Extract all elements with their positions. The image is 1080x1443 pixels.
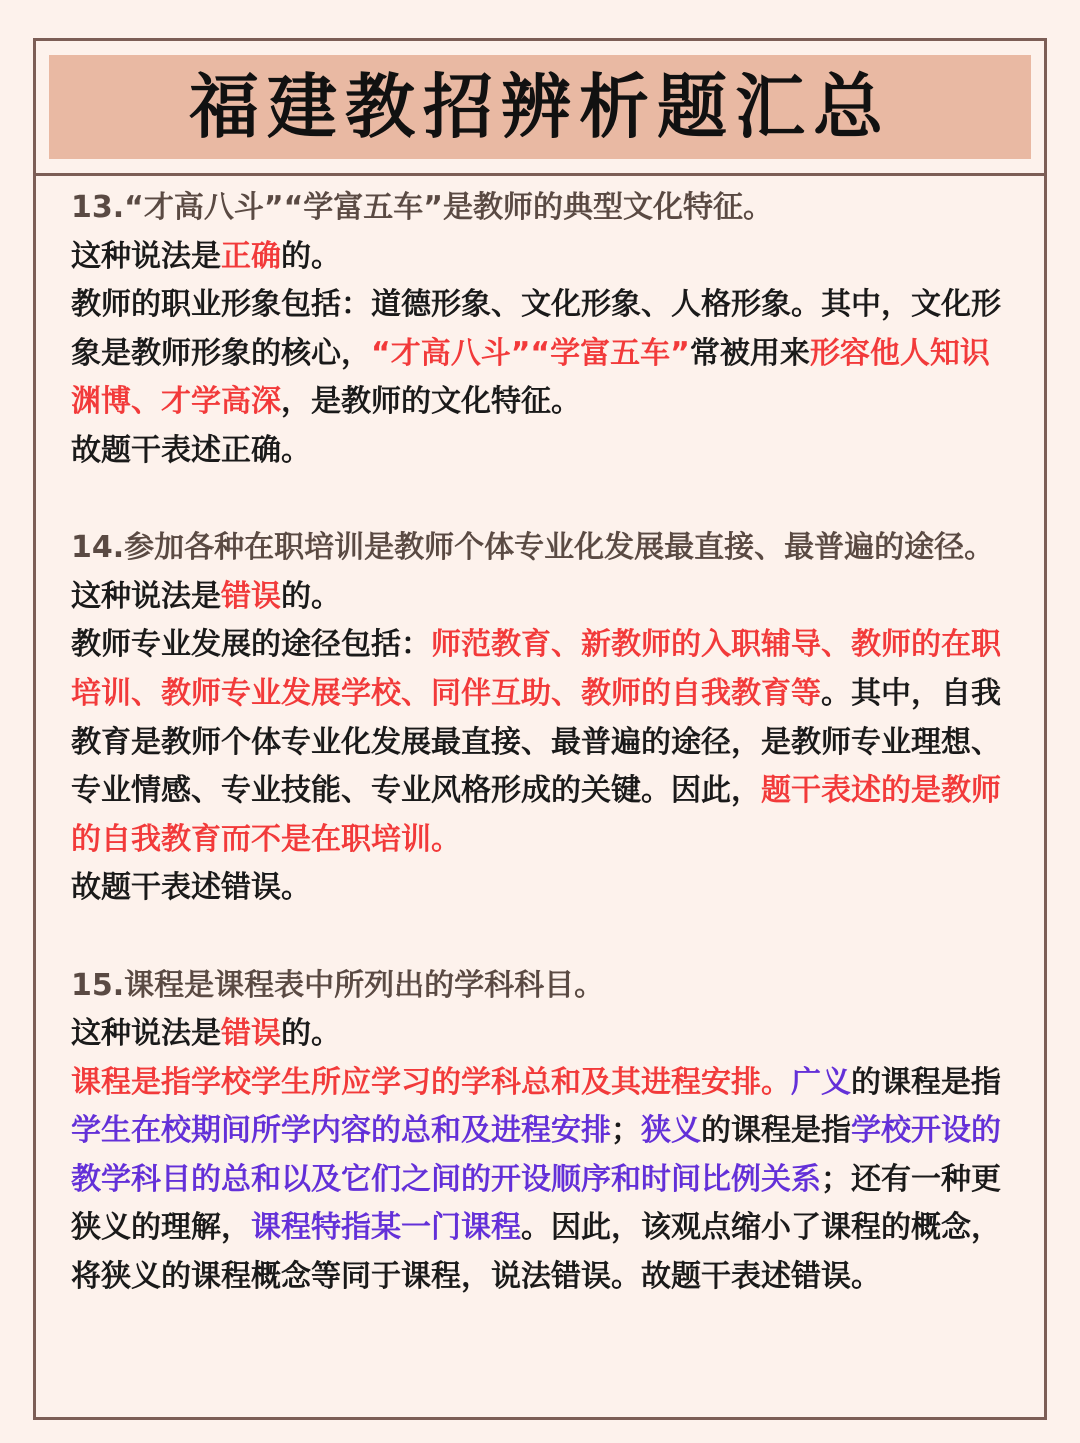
explanation-text: ；还有一种更狭义的理解， bbox=[71, 1161, 1001, 1246]
explanation-text: ； bbox=[611, 1113, 641, 1149]
verdict-line bbox=[71, 233, 1016, 282]
verdict-prefix: 这种说法是 bbox=[71, 1016, 221, 1052]
verdict-prefix: 这种说法是 bbox=[71, 578, 221, 614]
explanation bbox=[71, 1059, 1016, 1302]
explanation bbox=[71, 621, 1016, 864]
explanation-highlight: 师范教育、新教师的入职辅导、教师的在职培训、教师专业发展学校、同伴互助、教师的自我教育等 bbox=[71, 627, 1001, 711]
question-item-15 bbox=[71, 962, 1016, 1302]
content-frame bbox=[33, 38, 1047, 1420]
verdict-value: 错误 bbox=[221, 578, 281, 614]
explanation-highlight: 形容他人知识渊博、才学高深 bbox=[71, 335, 990, 420]
explanation-highlight: 题干表述的是教师的自我教育而不是在职培训。 bbox=[71, 773, 1001, 857]
spacer bbox=[71, 913, 1016, 962]
explanation-text: 。因此，该观点缩小了课程的概念，将狭义的课程概念等同于课程，说法错误。故题干表述错误。 bbox=[71, 1210, 1001, 1295]
verdict-line bbox=[71, 573, 1016, 622]
definition-narrowest: 课程特指某一门课程 bbox=[251, 1210, 521, 1246]
verdict-line bbox=[71, 1010, 1016, 1059]
question-text: 15.课程是课程表中所列出的学科科目。 bbox=[71, 967, 605, 1003]
page-title: 福建教招辨析题汇总 bbox=[189, 66, 891, 148]
title-banner bbox=[49, 55, 1031, 159]
question-list bbox=[71, 184, 1016, 1302]
verdict-suffix: 的。 bbox=[281, 1016, 341, 1052]
explanation-highlight: “才高八斗”“学富五车” bbox=[371, 335, 690, 371]
explanation-text: 常被用来 bbox=[689, 335, 810, 371]
verdict-prefix: 这种说法是 bbox=[71, 238, 221, 274]
explanation-text: 教师专业发展的途径包括： bbox=[71, 627, 431, 663]
explanation-text: 教师的职业形象包括：道德形象、文化形象、人格形象。其中，文化形象是教师形象的核心， bbox=[71, 287, 1001, 371]
conclusion: 故题干表述正确。 bbox=[71, 432, 311, 468]
explanation-text: 的课程是指 bbox=[851, 1064, 1001, 1100]
conclusion: 故题干表述错误。 bbox=[71, 870, 311, 906]
explanation-text: ，是教师的文化特征。 bbox=[281, 384, 581, 420]
explanation-text: 。其中，自我教育是教师个体专业化发展最直接、最普遍的途径，是教师专业理想、专业情感、专业技能、专业风格形成的关键。因此， bbox=[71, 675, 1001, 809]
verdict-suffix: 的。 bbox=[281, 238, 341, 274]
question-text: 13.“才高八斗”“学富五车”是教师的典型文化特征。 bbox=[71, 190, 774, 225]
title-divider bbox=[36, 173, 1044, 176]
explanation-highlight: 课程是指学校学生所应学习的学科总和及其进程安排。 bbox=[71, 1064, 791, 1100]
explanation bbox=[71, 281, 1016, 427]
verdict-value: 正确 bbox=[221, 238, 281, 274]
spacer bbox=[71, 476, 1016, 525]
explanation-text: 的课程是指 bbox=[701, 1113, 851, 1149]
definition-narrow: 学校开设的教学科目的总和以及它们之间的开设顺序和时间比例关系 bbox=[71, 1113, 1001, 1197]
verdict-value: 错误 bbox=[221, 1016, 281, 1052]
definition-broad: 学生在校期间所学内容的总和及进程安排 bbox=[71, 1113, 611, 1149]
term-narrow: 狭义 bbox=[641, 1113, 701, 1149]
question-item-13 bbox=[71, 184, 1016, 476]
term-broad: 广义 bbox=[791, 1064, 851, 1100]
verdict-suffix: 的。 bbox=[281, 578, 341, 614]
question-item-14 bbox=[71, 524, 1016, 913]
question-text: 14.参加各种在职培训是教师个体专业化发展最直接、最普遍的途径。 bbox=[71, 530, 995, 566]
